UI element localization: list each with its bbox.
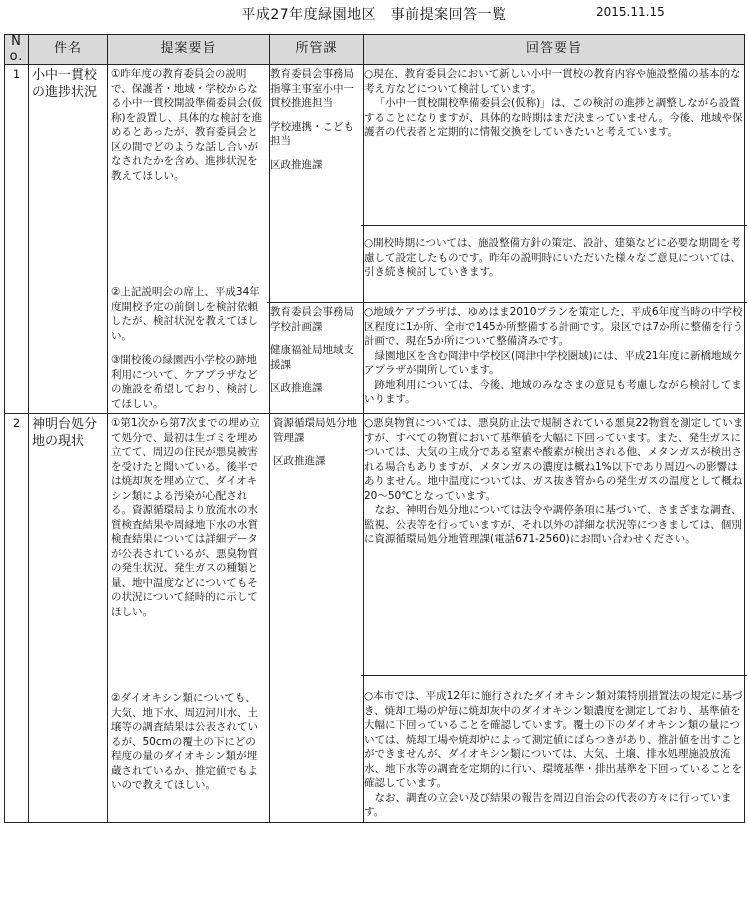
dept-name: 教育委員会事務局学校計画課 [270, 306, 354, 333]
answer-paragraph: ○悪臭物質については、悪臭防止法で規制されている悪臭22物質を測定していますが、すべての物質において基準値を大幅に下回っています。また、発生ガスについては、大気の主成分である窒素や酸素が検出される他、メタンガスが検出される場合もありますが、メタンガスの濃度は概ね1%以下であり周辺への影響はありません。地中温度については、ガス抜き管からの発生ガスの温度として概ね20～50℃となっています。 [364, 417, 744, 502]
dept-block [267, 303, 366, 398]
dept-block [267, 65, 366, 303]
answer-paragraph: ○現在、教育委員会において新しい小中一貫校の教育内容や施設整備の基本的な考え方などについて検討しています。 [364, 68, 741, 95]
answer-paragraph: 「小中一貫校開校準備委員会(仮称)」は、この検討の進捗と調整しながら設置することになりますが、具体的な時期はまだ決まっていません。今後、地域や保護者の代表者と定期的に情報交換をしていきたいと考えています。 [364, 97, 743, 138]
dept-name: 健康福祉局地域支援課 [270, 344, 354, 371]
dept-cell [270, 414, 364, 823]
answer-cell [364, 414, 745, 823]
proposal-item: ①第1次から第7次までの埋め立て処分で、最初は生ゴミを埋め立てて、周辺の住民が悪臭被害を受けたと聞いている。後半では焼却灰を埋め立て、ダイオキシン類による汚染が心配される。資源循環局より放流水の水質検査結果や周縁地下水の水質検査結果については詳細データが公表されているが、悪臭物質の発生状況、発生ガスの種類と量、地中温度などについてもその状況について経時的に示してほしい。 [111, 417, 260, 618]
proposal-cell [108, 414, 270, 823]
header-row [5, 35, 745, 65]
dept-name: 区政推進課 [273, 455, 326, 467]
answer-block [361, 676, 747, 822]
row-subject: 神明台処分地の現状 [29, 414, 108, 823]
proposal-item: ③開校後の緑園西小学校の跡地利用について、ケアプラザなどの施設を希望しており、検討してほしい。 [111, 354, 258, 410]
document-date: 2015.11.15 [596, 5, 665, 19]
document-title: 平成27年度緑園地区 事前提案回答一覧 [241, 7, 507, 23]
answer-cell [364, 65, 745, 414]
answer-block [361, 303, 747, 409]
proposal-item: ②ダイオキシン類についても、大気、地下水、周辺河川水、土壌等の調査結果は公表されているが、50cmの覆土の下にどの程度の量のダイオキシン類が埋蔵されているか、推定値でもよいので教えてほしい。 [111, 692, 258, 791]
answer-paragraph: なお、調査の立会い及び結果の報告を周辺自治会の代表の方々に行っています。 [364, 791, 732, 818]
row-subject: 小中一貫校の進捗状況 [29, 65, 108, 414]
answer-paragraph: ○開校時期については、施設整備方針の策定、設計、建築などに必要な期間を考慮して設定したものです。昨年の説明時にいただいた様々なご意見については、引き続き検討していきます。 [364, 237, 741, 278]
proposal-item: ①昨年度の教育委員会の説明で、保護者・地域・学校からなる小中一貫校開設準備委員会(仮称)を設置し、具体的な検討を進めるとあったが、教育委員会と区の間でどのような話し合いがなされたかを含め、進捗状況を教えてほしい。 [111, 68, 263, 182]
dept-cell [270, 65, 364, 414]
dept-name: 学校連携・こども担当 [270, 120, 354, 147]
dept-name: 区政推進課 [270, 382, 323, 394]
proposal-item: ②上記説明会の席上、平成34年度開校予定の前倒しを検討依頼したが、検討状況を教えてほしい。 [111, 286, 260, 342]
answer-block [361, 414, 747, 676]
col-header-dept: 所管課 [270, 35, 364, 65]
dept-name: 教育委員会事務局指導主事室小中一貫校推進担当 [270, 68, 354, 109]
col-header-subject: 件名 [29, 35, 108, 65]
table-row [5, 65, 745, 414]
answer-block [361, 65, 747, 226]
proposal-cell [108, 65, 270, 414]
row-number: 1 [5, 65, 29, 414]
answer-paragraph: 跡地利用については、今後、地域のみなさまの意見も考慮しながら検討してまいります。 [364, 378, 742, 405]
dept-name: 区政推進課 [270, 158, 323, 171]
dept-name: 資源循環局処分地管理課 [273, 417, 357, 444]
answer-paragraph: なお、神明台処分地については法令や調停条項に基づいて、さまざまな調査、監視、公表等を行っていますが、それ以外の詳細な状況等につきましては、個別に資源循環局処分地管理課(電話671-2560)にお問い合わせください。 [364, 504, 742, 545]
proposal-table [4, 34, 745, 823]
answer-paragraph: 緑園地区を含む岡津中学校区(岡津中学校圏域)には、平成21年度に新橋地域ケアプラザが開所しています。 [364, 349, 743, 376]
answer-block [361, 226, 747, 303]
answer-paragraph: ○本市では、平成12年に施行されたダイオキシン類対策特別措置法の規定に基づき、焼却工場の炉毎に焼却灰中のダイオキシン類濃度を測定しており、基準値を大幅に下回っていることを確認しています。覆土の下のダイオキシン類の量については、焼却工場や焼却炉によって測定値にばらつきがあり、推計値を出すことができませんが、ダイオキシン類については、大気、土壌、排水処理施設放流水、地下水等の調査を定期的に行い、環境基準・排出基準を下回っていることを確認しています。 [364, 690, 743, 789]
col-header-no: No. [5, 35, 29, 65]
col-header-answer: 回答要旨 [364, 35, 745, 65]
row-number: 2 [5, 414, 29, 823]
table-row [5, 414, 745, 823]
col-header-proposal: 提案要旨 [108, 35, 270, 65]
answer-paragraph: ○地域ケアプラザは、ゆめはま2010プランを策定した、平成6年度当時の中学校区程度に1か所、全市で145か所整備する計画です。泉区では7か所に整備を行う計画で、現在5か所について整備済みです。 [364, 306, 744, 347]
